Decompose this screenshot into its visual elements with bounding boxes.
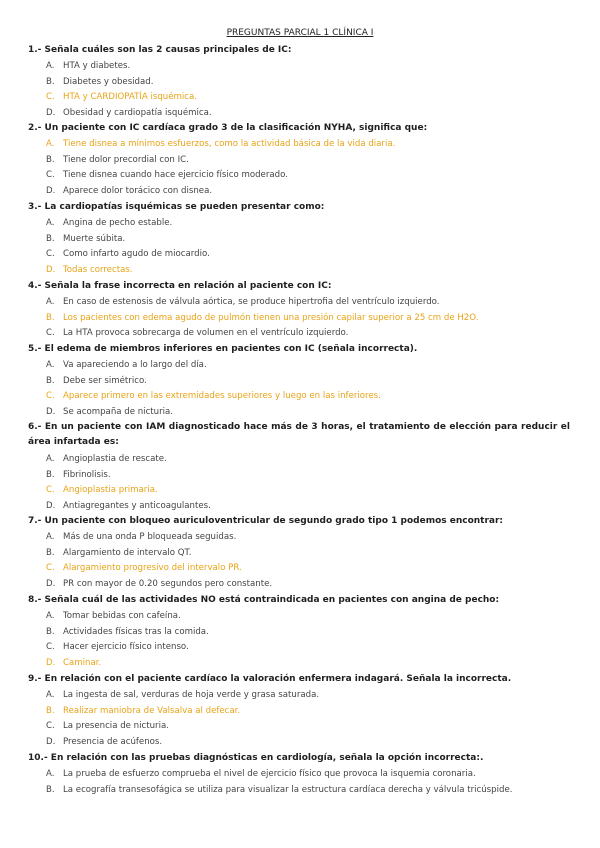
option-letter: C. xyxy=(46,563,55,574)
option-text: Caminar. xyxy=(63,658,102,669)
option-text: Todas correctas. xyxy=(63,265,133,276)
question-3-option-c xyxy=(46,247,566,262)
option-text: PR con mayor de 0.20 segundos pero constante. xyxy=(63,579,273,590)
question-10: 10.- En relación con las pruebas diagnósticas en cardiología, señala la opción incorrecta:. xyxy=(28,753,484,763)
question-3-option-d xyxy=(46,263,566,278)
option-letter: C. xyxy=(46,249,55,260)
option-text: Se acompaña de nicturia. xyxy=(63,407,174,418)
option-letter: D. xyxy=(46,108,56,119)
option-text: Alargamiento de intervalo QT. xyxy=(63,547,192,558)
option-letter: D. xyxy=(46,737,56,748)
option-letter: C. xyxy=(46,92,55,103)
option-letter: B. xyxy=(46,626,55,637)
option-text: Actividades físicas tras la comida. xyxy=(63,626,209,637)
option-text: HTA y diabetes. xyxy=(63,61,131,71)
question-6-option-b xyxy=(46,468,566,483)
option-text: Más de una onda P bloqueada seguidas. xyxy=(63,532,237,542)
question-2-option-c xyxy=(46,168,566,183)
option-letter: B. xyxy=(46,76,55,87)
option-text: Aparece primero en las extremidades superiores y luego en las inferiores. xyxy=(63,391,381,402)
question-2-option-d xyxy=(46,184,566,199)
option-text: Hacer ejercicio físico intenso. xyxy=(63,642,189,653)
option-letter: A. xyxy=(46,690,55,700)
option-letter: A. xyxy=(46,454,55,464)
option-text: La HTA provoca sobrecarga de volumen en el ventrículo izquierdo. xyxy=(63,328,349,339)
question-4: 4.- Señala la frase incorrecta en relación al paciente con IC: xyxy=(28,281,332,291)
question-7: 7.- Un paciente con bloqueo auriculoventricular de segundo grado tipo 1 podemos encontrar: xyxy=(28,516,504,526)
option-letter: A. xyxy=(46,139,55,149)
option-text: En caso de estenosis de válvula aórtica, se produce hipertrofia del ventrículo izquierdo. xyxy=(63,297,440,307)
question-5-option-a xyxy=(46,358,566,373)
question-6-option-c xyxy=(46,483,566,498)
option-text: Va apareciendo a lo largo del día. xyxy=(63,360,207,370)
question-5-option-d xyxy=(46,405,566,420)
question-1-option-a xyxy=(46,59,566,74)
option-text: Los pacientes con edema agudo de pulmón tienen una presión capilar superior a 25 cm de H2O. xyxy=(63,312,479,323)
question-1-option-b xyxy=(46,75,566,90)
question-5-option-b xyxy=(46,374,566,389)
option-text: Fibrinolisis. xyxy=(63,469,111,480)
question-5-option-c xyxy=(46,389,566,404)
option-letter: B. xyxy=(46,469,55,480)
option-text: La ecografía transesofágica se utiliza para visualizar la estructura cardíaca derecha y válvula tricúspide. xyxy=(63,784,513,795)
option-text: La prueba de esfuerzo comprueba el nivel de ejercicio físico que provoca la isquemia coronaria. xyxy=(63,769,476,779)
option-letter: C. xyxy=(46,485,55,496)
question-2-option-b xyxy=(46,153,566,168)
option-text: HTA y CARDIOPATÍA isquémica. xyxy=(63,92,198,103)
option-letter: D. xyxy=(46,501,56,512)
question-4-option-b xyxy=(46,311,566,326)
option-letter: B. xyxy=(46,375,55,386)
option-letter: B. xyxy=(46,705,55,716)
option-text: Tiene disnea a mínimos esfuerzos, como la actividad básica de la vida diaria. xyxy=(63,139,396,149)
option-letter: C. xyxy=(46,721,55,732)
option-text: La presencia de nicturia. xyxy=(63,721,169,732)
question-8: 8.- Señala cuál de las actividades NO está contraindicada en pacientes con angina de pecho: xyxy=(28,595,500,605)
option-letter: C. xyxy=(46,642,55,653)
question-1: 1.- Señala cuáles son las 2 causas principales de IC: xyxy=(28,45,292,55)
question-9-option-c xyxy=(46,719,566,734)
option-text: Tiene dolor precordial con IC. xyxy=(63,154,189,165)
option-text: Alargamiento progresivo del intervalo PR. xyxy=(63,563,242,574)
question-8-option-d xyxy=(46,656,566,671)
option-text: Obesidad y cardiopatía isquémica. xyxy=(63,108,212,119)
option-letter: B. xyxy=(46,547,55,558)
option-letter: C. xyxy=(46,170,55,181)
option-letter: D. xyxy=(46,407,56,418)
option-text: Diabetes y obesidad. xyxy=(63,76,154,87)
question-1-option-d xyxy=(46,106,566,121)
option-letter: B. xyxy=(46,784,55,795)
question-10-option-a xyxy=(46,767,566,782)
page-title: PREGUNTAS PARCIAL 1 CLÍNICA I xyxy=(226,28,374,38)
option-letter: A. xyxy=(46,61,55,71)
option-letter: C. xyxy=(46,391,55,402)
question-4-option-c xyxy=(46,326,566,341)
option-text: Presencia de acúfenos. xyxy=(63,737,163,748)
option-letter: D. xyxy=(46,658,56,669)
option-text: Como infarto agudo de miocardio. xyxy=(63,249,210,260)
option-text: Debe ser simétrico. xyxy=(63,375,147,386)
question-2-option-a xyxy=(46,137,566,152)
question-2: 2.- Un paciente con IC cardíaca grado 3 de la clasificación NYHA, significa que: xyxy=(28,123,428,133)
question-10-option-b xyxy=(46,783,566,798)
option-text: Angina de pecho estable. xyxy=(63,218,173,228)
question-9: 9.- En relación con el paciente cardíaco la valoración enfermera indagará. Señala la incorrecta. xyxy=(28,674,512,684)
option-text: Muerte súbita. xyxy=(63,233,126,244)
option-text: Tomar bebidas con cafeína. xyxy=(63,611,181,621)
question-5: 5.- El edema de miembros inferiores en pacientes con IC (señala incorrecta). xyxy=(28,344,418,354)
option-letter: A. xyxy=(46,218,55,228)
option-letter: A. xyxy=(46,297,55,307)
option-letter: C. xyxy=(46,328,55,339)
question-7-option-c xyxy=(46,561,566,576)
question-9-option-b xyxy=(46,704,566,719)
option-text: Tiene disnea cuando hace ejercicio físico moderado. xyxy=(63,170,288,181)
question-3-option-b xyxy=(46,232,566,247)
option-text: Angioplastia primaria. xyxy=(63,485,158,496)
question-8-option-a xyxy=(46,609,566,624)
option-letter: D. xyxy=(46,579,56,590)
option-letter: A. xyxy=(46,611,55,621)
question-7-option-a xyxy=(46,530,566,545)
option-letter: D. xyxy=(46,186,56,197)
option-letter: D. xyxy=(46,265,56,276)
option-letter: B. xyxy=(46,312,55,323)
option-letter: A. xyxy=(46,769,55,779)
option-text: La ingesta de sal, verduras de hoja verde y grasa saturada. xyxy=(63,690,320,700)
option-text: Antiagregantes y anticoagulantes. xyxy=(63,501,211,512)
question-6-option-a xyxy=(46,452,566,467)
question-7-option-d xyxy=(46,577,566,592)
option-text: Angioplastia de rescate. xyxy=(63,454,167,464)
question-4-option-a xyxy=(46,295,566,310)
question-7-option-b xyxy=(46,546,566,561)
question-3: 3.- La cardiopatías isquémicas se pueden presentar como: xyxy=(28,202,325,212)
question-6-option-d xyxy=(46,499,566,514)
question-9-option-d xyxy=(46,735,566,750)
question-9-option-a xyxy=(46,688,566,703)
option-letter: A. xyxy=(46,360,55,370)
option-letter: A. xyxy=(46,532,55,542)
question-3-option-a xyxy=(46,216,566,231)
question-6: 6.- En un paciente con IAM diagnosticado hace más de 3 horas, el tratamiento de elección para reducir el área infartada es: xyxy=(28,422,570,447)
question-1-option-c xyxy=(46,90,566,105)
question-8-option-c xyxy=(46,640,566,655)
question-8-option-b xyxy=(46,625,566,640)
option-text: Aparece dolor torácico con disnea. xyxy=(63,186,213,197)
option-letter: B. xyxy=(46,233,55,244)
option-letter: B. xyxy=(46,154,55,165)
option-text: Realizar maniobra de Valsalva al defecar. xyxy=(63,705,241,716)
